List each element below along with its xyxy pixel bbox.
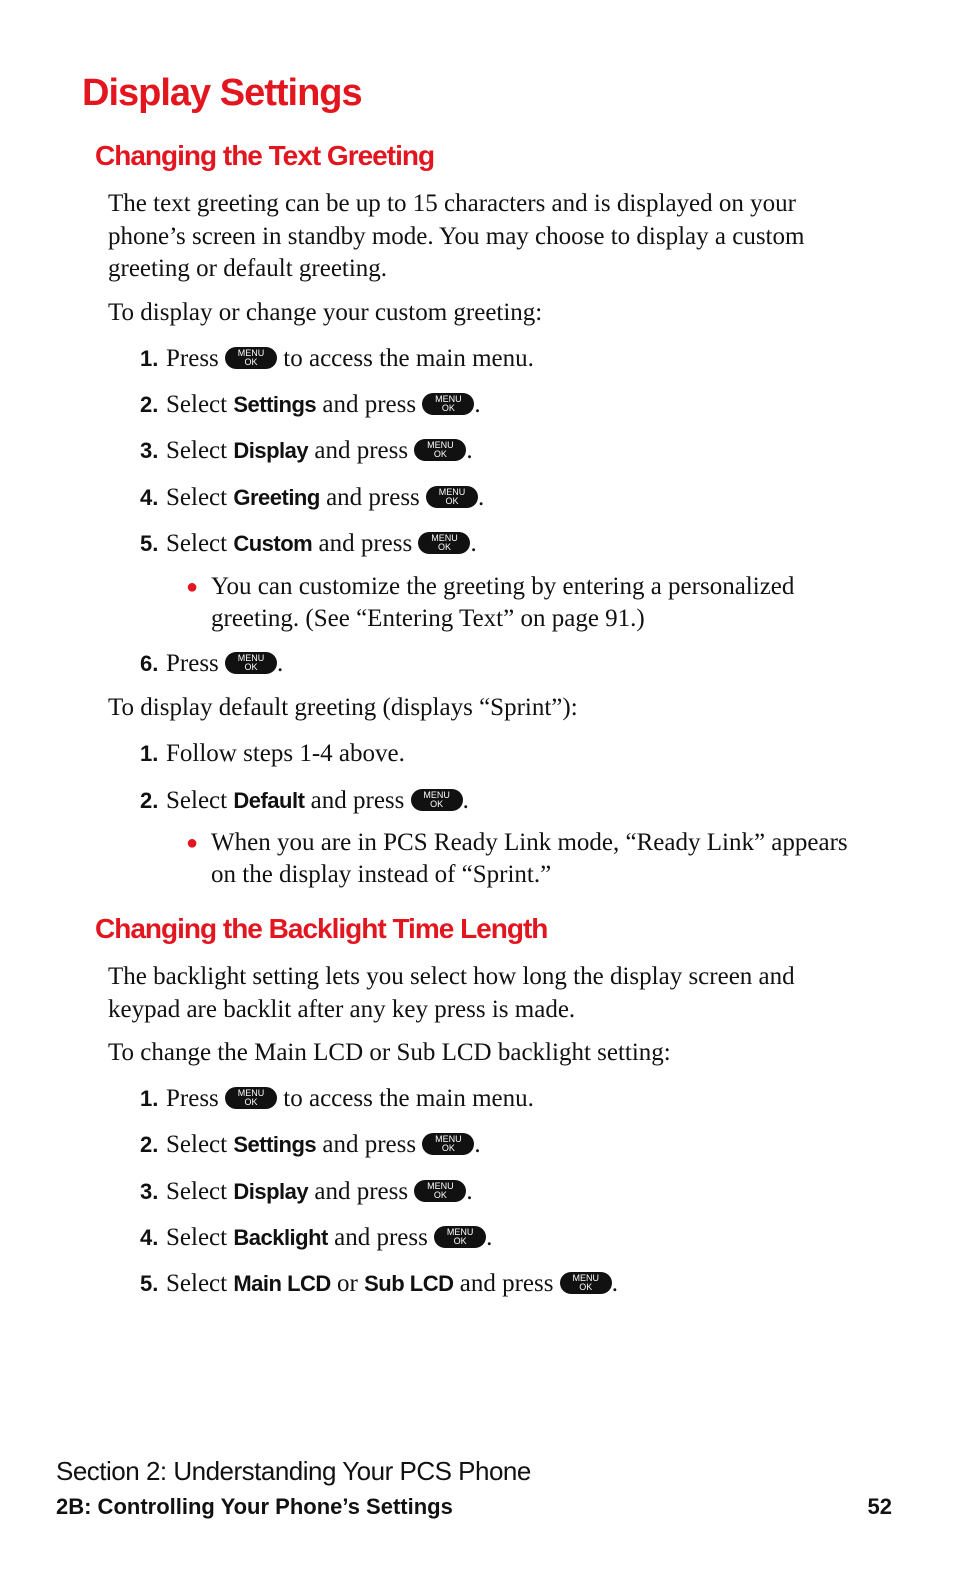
section-heading-text-greeting: Changing the Text Greeting [95,140,435,171]
ready-link-note: ● When you are in PCS Ready Link mode, “Ready Link” appears on the display instead of “Sprint.” [186,829,848,888]
footer-section-title: Section 2: Understanding Your PCS Phone [56,1456,531,1486]
custom-step-5: 5. Select Custom and press MENU OK . [140,530,477,557]
custom-step-3: 3. Select Display and press MENU OK . [140,437,473,464]
menu-ok-key-icon: MENU OK [434,1226,486,1248]
footer-chapter-title: 2B: Controlling Your Phone’s Settings [56,1494,453,1519]
page-number: 52 [867,1494,892,1519]
custom-greeting-note: ● You can customize the greeting by entering a personalized greeting. (See “Entering Text” on page 91.) [186,573,795,632]
backlight-step-1: 1. Press MENU OK to access the main menu. [140,1085,534,1112]
default-greeting-lead: To display default greeting (displays “Sprint”): [108,694,578,721]
default-step-1: 1. Follow steps 1-4 above. [140,740,405,767]
menu-ok-key-icon: MENU OK [225,1087,277,1109]
menu-ok-key-icon: MENU OK [225,652,277,674]
menu-ok-key-icon: MENU OK [414,1180,466,1202]
menu-ok-key-icon: MENU OK [225,347,277,369]
default-step-2: 2. Select Default and press MENU OK . [140,787,469,814]
menu-ok-key-icon: MENU OK [411,789,463,811]
menu-ok-key-icon: MENU OK [426,486,478,508]
backlight-step-3: 3. Select Display and press MENU OK . [140,1178,473,1205]
custom-step-4: 4. Select Greeting and press MENU OK . [140,484,485,511]
greeting-intro: The text greeting can be up to 15 characters and is displayed on your phone’s screen in standby mode. You may choose to display a custom greeting or default greeting. [108,190,805,282]
backlight-intro: The backlight setting lets you select how long the display screen and keypad are backlit after any key press is made. [108,963,795,1023]
backlight-step-5: 5. Select Main LCD or Sub LCD and press MENU OK . [140,1270,618,1297]
bullet-dot-icon: ● [186,576,199,598]
menu-ok-key-icon: MENU OK [422,393,474,415]
custom-greeting-lead: To display or change your custom greeting: [108,299,543,326]
menu-ok-key-icon: MENU OK [418,532,470,554]
backlight-lead: To change the Main LCD or Sub LCD backlight setting: [108,1039,671,1066]
backlight-step-2: 2. Select Settings and press MENU OK . [140,1131,481,1158]
custom-step-2: 2. Select Settings and press MENU OK . [140,391,481,418]
backlight-step-4: 4. Select Backlight and press MENU OK . [140,1224,493,1251]
menu-ok-key-icon: MENU OK [422,1133,474,1155]
page-title: Display Settings [82,72,362,114]
menu-ok-key-icon: MENU OK [560,1272,612,1294]
bullet-dot-icon: ● [186,832,199,854]
section-heading-backlight: Changing the Backlight Time Length [95,913,548,944]
custom-step-6: 6. Press MENU OK . [140,650,284,677]
menu-ok-key-icon: MENU OK [414,439,466,461]
custom-step-1: 1. Press MENU OK to access the main menu. [140,345,534,372]
